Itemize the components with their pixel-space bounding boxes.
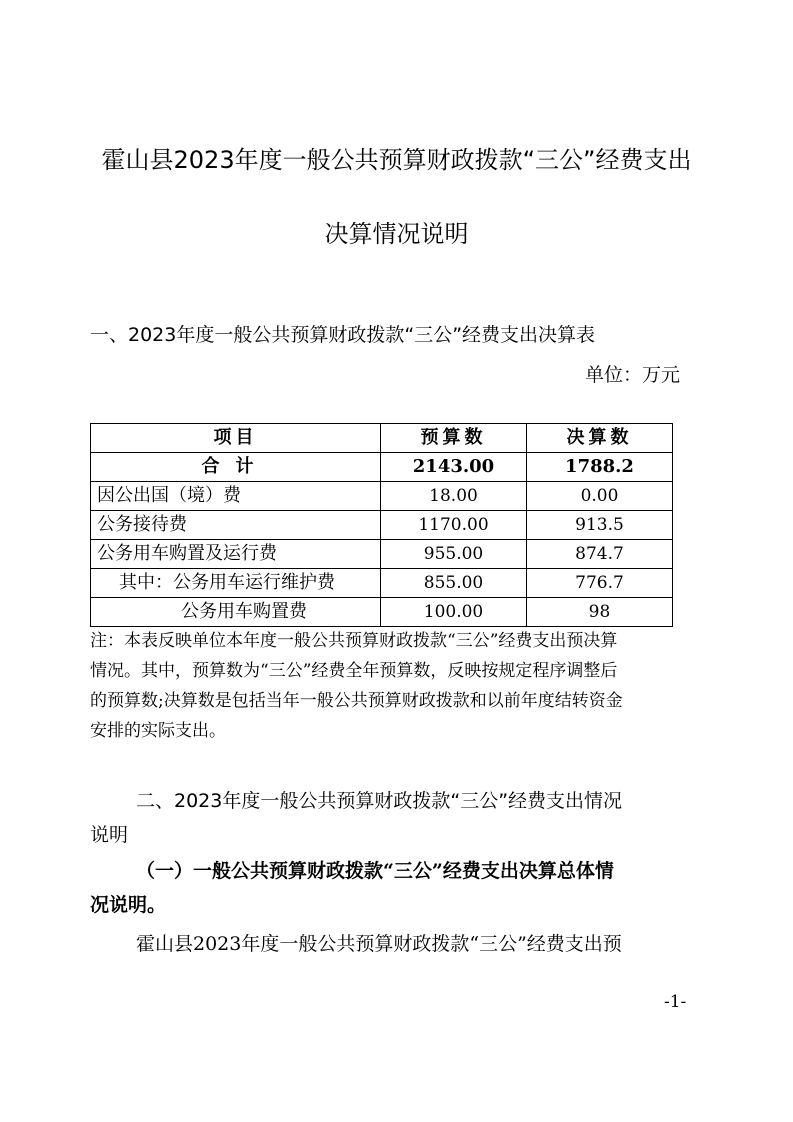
total-actual: 1788.2 [527, 453, 673, 482]
table-row [91, 482, 673, 511]
unit-label: 单位：万元 [584, 364, 680, 386]
row-label: 公务用车购置费 [91, 598, 381, 627]
row-budget: 855.00 [381, 569, 527, 598]
row-label: 公务用车购置及运行费 [91, 540, 381, 569]
table-row [91, 511, 673, 540]
section-2-line: 说明 [90, 824, 129, 846]
table-row [91, 569, 673, 598]
table-note [90, 626, 682, 746]
note-line: 情况。其中，预算数为“三公”经费全年预算数，反映按规定程序调整后 [90, 661, 618, 681]
note-line: 的预算数;决算数是包括当年一般公共预算财政拨款和以前年度结转资金 [90, 691, 623, 711]
section-3-line: （一）一般公共预算财政拨款“三公”经费支出决算总体情 [136, 860, 614, 882]
note-line: 注：本表反映单位本年度一般公共预算财政拨款“三公”经费支出预决算 [90, 631, 618, 651]
row-actual: 776.7 [527, 569, 673, 598]
header-budget: 预算数 [381, 424, 527, 453]
header-item: 项目 [91, 424, 381, 453]
section-2-heading [90, 784, 622, 852]
table-total-row [91, 453, 673, 482]
section-3-heading [90, 854, 614, 922]
document-title-line-1: 霍山县2023年度一般公共预算财政拨款“三公”经费支出 [101, 146, 692, 174]
section-3-line: 况说明。 [90, 894, 167, 916]
row-label: 公务接待费 [91, 511, 381, 540]
row-actual: 913.5 [527, 511, 673, 540]
body-paragraph: 霍山县2023年度一般公共预算财政拨款“三公”经费支出预 [136, 933, 622, 955]
section-2-line: 二、2023年度一般公共预算财政拨款“三公”经费支出情况 [136, 790, 623, 812]
row-actual: 98 [527, 598, 673, 627]
row-budget: 18.00 [381, 482, 527, 511]
document-title-line-2: 决算情况说明 [324, 220, 469, 248]
row-budget: 100.00 [381, 598, 527, 627]
note-line: 安排的实际支出。 [90, 721, 226, 741]
row-budget: 1170.00 [381, 511, 527, 540]
row-label: 其中：公务用车运行维护费 [91, 569, 381, 598]
section-1-heading: 一、2023年度一般公共预算财政拨款“三公”经费支出决算表 [90, 324, 596, 346]
total-label: 合计 [91, 453, 381, 482]
header-actual: 决算数 [527, 424, 673, 453]
budget-table [90, 423, 673, 627]
row-label: 因公出国（境）费 [91, 482, 381, 511]
table-row [91, 540, 673, 569]
page-number: -1- [664, 992, 687, 1012]
row-actual: 874.7 [527, 540, 673, 569]
table-row [91, 598, 673, 627]
table-header-row [91, 424, 673, 453]
row-budget: 955.00 [381, 540, 527, 569]
total-budget: 2143.00 [381, 453, 527, 482]
row-actual: 0.00 [527, 482, 673, 511]
